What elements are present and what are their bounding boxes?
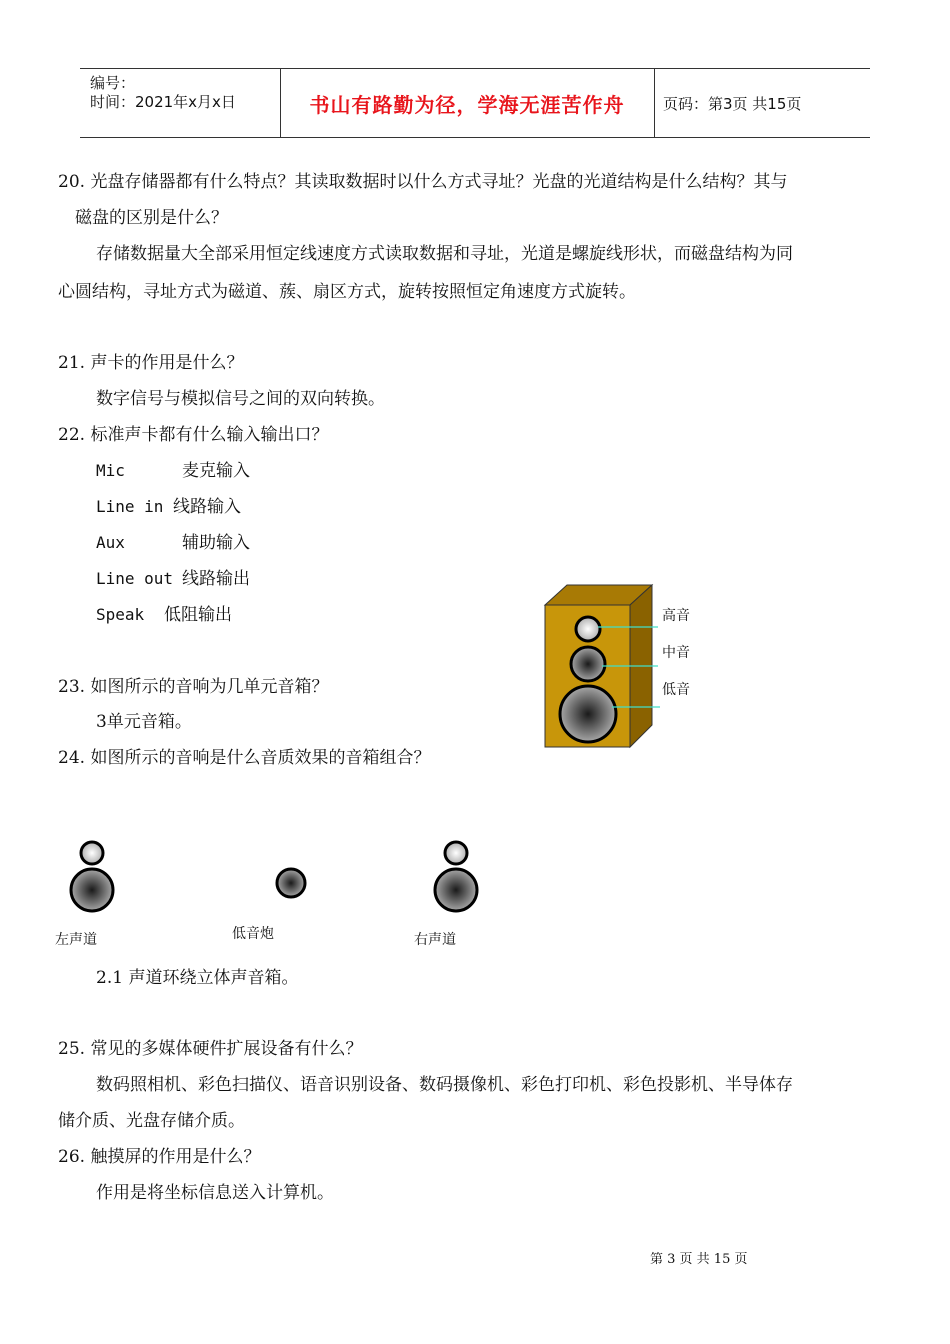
header-page-cell <box>655 69 870 137</box>
port-name: Mic <box>96 461 125 480</box>
q23-answer: 3单元音箱。 <box>96 712 192 732</box>
right-tweeter-icon <box>445 842 467 864</box>
q21-question: 21. 声卡的作用是什么？ <box>58 353 244 373</box>
q26-question: 26. 触摸屏的作用是什么？ <box>58 1147 261 1167</box>
q24-question: 24. 如图所示的音响是什么音质效果的音箱组合？ <box>58 748 431 768</box>
left-tweeter-icon <box>81 842 103 864</box>
subwoofer-icon <box>277 869 305 897</box>
port-desc: 麦克输入 <box>182 461 250 481</box>
right-woofer-icon <box>435 869 477 911</box>
header-number: 编号： <box>90 74 136 92</box>
port-desc: 线路输出 <box>182 569 250 589</box>
port-name: Line in <box>96 497 164 516</box>
port-name: Speak <box>96 605 145 624</box>
speaker-label-high: 高音 <box>662 608 690 624</box>
port-desc: 辅助输入 <box>182 533 250 553</box>
header-meta-cell <box>80 69 281 137</box>
page-footer: 第 3 页 共 15 页 <box>650 1252 748 1267</box>
header-motto: 书山有路勤为径，学海无涯苦作舟 <box>309 92 625 117</box>
port-name: Aux <box>96 533 125 552</box>
q24-answer: 2.1 声道环绕立体声音箱。 <box>96 968 299 988</box>
header-motto-cell <box>280 69 655 137</box>
q21-answer: 数字信号与模拟信号之间的双向转换。 <box>96 389 385 409</box>
port-desc: 低阻输出 <box>164 605 232 625</box>
left-woofer-icon <box>71 869 113 911</box>
speaker-label-low: 低音 <box>662 682 690 698</box>
q20-answer-line1: 存储数据量大全部采用恒定线速度方式读取数据和寻址，光道是螺旋线形状，而磁盘结构为同 <box>96 244 793 264</box>
subwoofer-label: 低音炮 <box>232 926 274 942</box>
tweeter-icon <box>576 617 600 641</box>
speaker-set-figure <box>50 830 500 920</box>
q23-question: 23. 如图所示的音响为几单元音箱？ <box>58 677 329 697</box>
midrange-icon <box>571 647 605 681</box>
left-channel-label: 左声道 <box>55 932 97 948</box>
q20-question-line2: 磁盘的区别是什么？ <box>75 208 228 228</box>
q25-answer-line1: 数码照相机、彩色扫描仪、语音识别设备、数码摄像机、彩色打印机、彩色投影机、半导体存 <box>96 1075 793 1095</box>
q22-question: 22. 标准声卡都有什么输入输出口？ <box>58 425 329 445</box>
header-time: 时间：2021年x月x日 <box>90 93 236 111</box>
right-channel-label: 右声道 <box>414 932 456 948</box>
q25-answer-line2: 储介质、光盘存储介质。 <box>58 1111 245 1131</box>
q20-answer-line2: 心圆结构，寻址方式为磁道、蔟、扇区方式，旋转按照恒定角速度方式旋转。 <box>58 282 636 302</box>
page-header <box>80 68 870 138</box>
port-name: Line out <box>96 569 174 588</box>
woofer-icon <box>560 686 616 742</box>
q25-question: 25. 常见的多媒体硬件扩展设备有什么？ <box>58 1039 363 1059</box>
port-desc: 线路输入 <box>173 497 241 517</box>
q26-answer: 作用是将坐标信息送入计算机。 <box>96 1183 334 1203</box>
speaker-label-mid: 中音 <box>662 645 690 661</box>
header-page-info: 页码：第3页 共15页 <box>663 94 802 113</box>
q20-question-line1: 20. 光盘存储器都有什么特点？其读取数据时以什么方式寻址？光盘的光道结构是什么结构？其与 <box>58 172 788 192</box>
